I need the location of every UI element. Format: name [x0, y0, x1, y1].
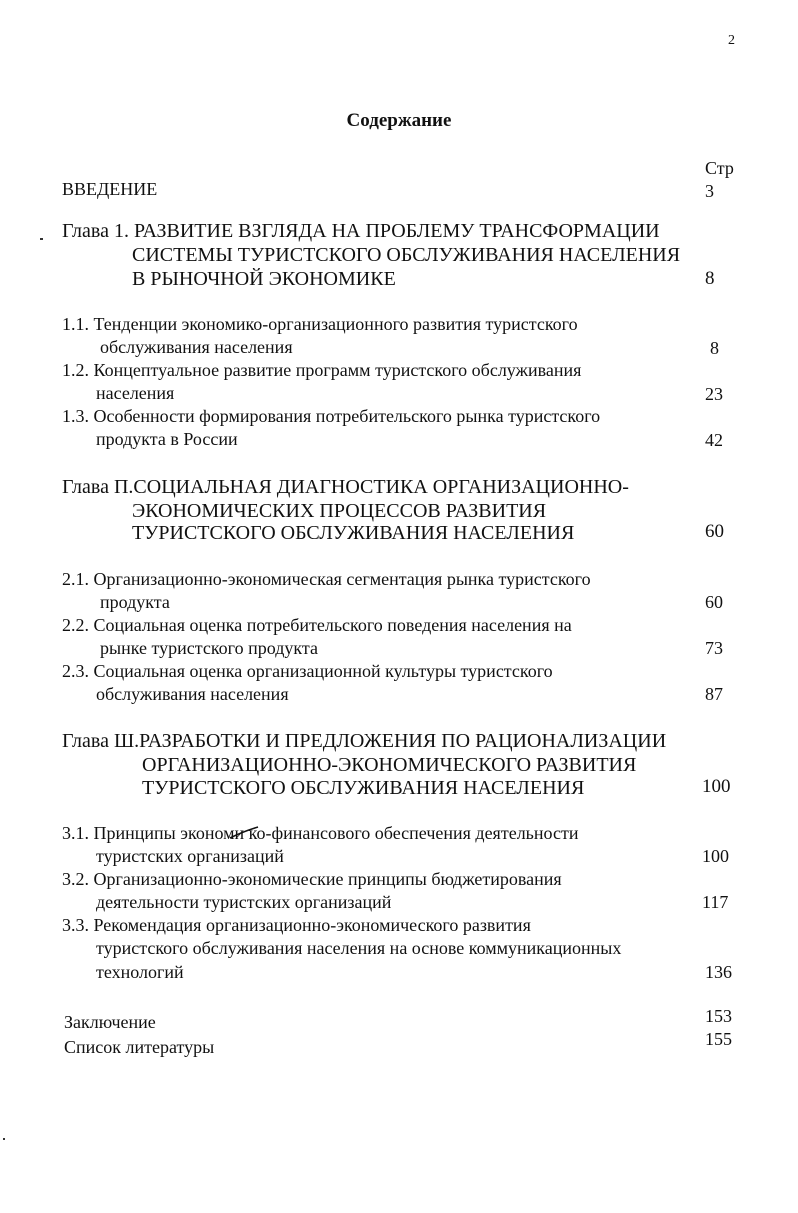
section-page: 100 [702, 846, 729, 866]
scan-speck [3, 1138, 5, 1140]
section-page: 117 [702, 892, 729, 912]
pen-stroke-mark [228, 826, 260, 840]
section-page: 73 [705, 638, 723, 658]
section-line: 2.1. Организационно-экономическая сегментация рынка туристского [62, 569, 591, 589]
section-line: обслуживания населения [100, 337, 293, 357]
section-page: 8 [710, 338, 719, 358]
section-line: 2.3. Социальная оценка организационной культуры туристского [62, 661, 553, 681]
section-line: населения [96, 383, 175, 403]
section-page: 60 [705, 592, 723, 612]
section-page: 136 [705, 962, 732, 982]
conclusion-page: 153 [705, 1006, 732, 1026]
section-line: туристского обслуживания населения на основе коммуникационных [96, 938, 622, 958]
page-column-header: Стр [705, 158, 734, 178]
section-line: 3.3. Рекомендация организационно-экономического развития [62, 915, 531, 935]
section-line: продукта в России [96, 429, 238, 449]
bibliography-label: Список литературы [64, 1037, 215, 1057]
section-line: технологий [96, 962, 184, 982]
page-number: 2 [728, 33, 735, 48]
section-page: 87 [705, 684, 723, 704]
page-title: Содержание [346, 110, 452, 131]
chapter-2-page: 60 [705, 521, 724, 542]
chapter-3-page: 100 [702, 776, 731, 797]
section-line: 3.1. Принципы экономи ко-финансового обеспечения деятельности [62, 823, 579, 843]
chapter-1-line: В РЫНОЧНОЙ ЭКОНОМИКЕ [132, 268, 396, 290]
section-line: туристских организаций [96, 846, 284, 866]
conclusion-label: Заключение [64, 1012, 156, 1032]
chapter-1-line: Глава 1. РАЗВИТИЕ ВЗГЛЯДА НА ПРОБЛЕМУ ТРАНСФОРМАЦИИ [62, 220, 660, 242]
section-line: рынке туристского продукта [100, 638, 318, 658]
chapter-3-line: ОРГАНИЗАЦИОННО-ЭКОНОМИЧЕСКОГО РАЗВИТИЯ [142, 754, 637, 776]
chapter-2-line: Глава П.СОЦИАЛЬНАЯ ДИАГНОСТИКА ОРГАНИЗАЦИОННО- [62, 476, 629, 498]
intro-page: 3 [705, 181, 714, 201]
bibliography-page: 155 [705, 1029, 732, 1049]
section-line: 2.2. Социальная оценка потребительского поведения населения на [62, 615, 572, 635]
chapter-2-line: ТУРИСТСКОГО ОБСЛУЖИВАНИЯ НАСЕЛЕНИЯ [132, 522, 575, 544]
chapter-3-line: ТУРИСТСКОГО ОБСЛУЖИВАНИЯ НАСЕЛЕНИЯ [142, 777, 585, 799]
section-line: 3.2. Организационно-экономические принципы бюджетирования [62, 869, 562, 889]
section-line: 1.1. Тенденции экономико-организационного развития туристского [62, 314, 578, 334]
chapter-3-line: Глава Ш.РАЗРАБОТКИ И ПРЕДЛОЖЕНИЯ ПО РАЦИОНАЛИЗАЦИИ [62, 730, 667, 752]
chapter-2-line: ЭКОНОМИЧЕСКИХ ПРОЦЕССОВ РАЗВИТИЯ [132, 500, 547, 522]
chapter-1-line: СИСТЕМЫ ТУРИСТСКОГО ОБСЛУЖИВАНИЯ НАСЕЛЕНИЯ [132, 244, 681, 266]
section-line: 1.3. Особенности формирования потребительского рынка туристского [62, 406, 601, 426]
section-line: деятельности туристских организаций [96, 892, 392, 912]
section-line: 1.2. Концептуальное развитие программ туристского обслуживания [62, 360, 582, 380]
section-page: 23 [705, 384, 723, 404]
chapter-1-page: 8 [705, 268, 715, 289]
section-line: продукта [100, 592, 170, 612]
intro-label: ВВЕДЕНИЕ [62, 179, 158, 199]
section-line: обслуживания населения [96, 684, 289, 704]
section-page: 42 [705, 430, 723, 450]
scan-speck [40, 238, 43, 240]
